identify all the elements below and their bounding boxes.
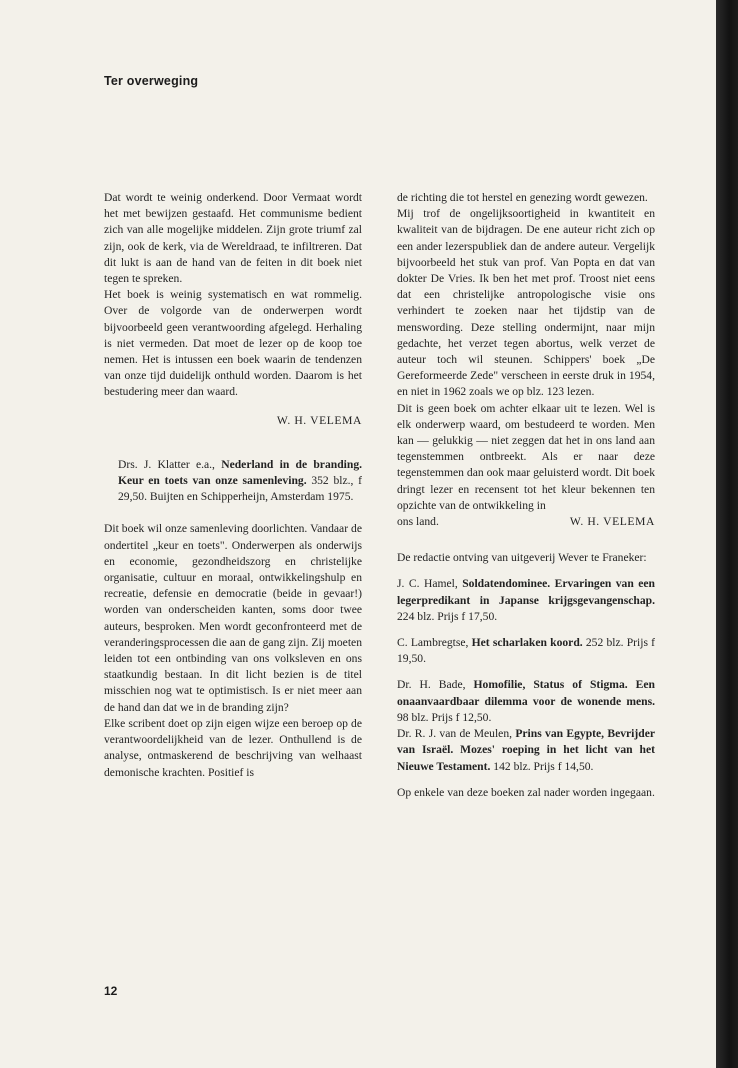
paragraph: Dat wordt te weinig onderkend. Door Vermaat wordt het met bewijzen gestaafd. Het communisme bedient zich van alle mogelijke middelen. Zijn grote triumf zal zijn, ook de kerk, via de Wereldraad, te infiltreren. Dat dit lukt is aan de hand van de feiten in dit boek niet tegen te spreken. [104,191,362,286]
paragraph: Het boek is weinig systematisch en wat rommelig. Over de volgorde van de onderwerpen wordt bijvoorbeeld geen verantwoording afgelegd. Herhaling is niet vermeden. Dat moet de lezer op de koop toe nemen. Het is intussen een boek waarin de tendenzen van onze tijd duidelijk onthuld worden. Daarom is het bestudering meer dan waard. [104,288,362,399]
section-header: Ter overweging [104,74,199,88]
book-details: 224 blz. Prijs f 17,50. [397,609,498,623]
book-binding-edge [716,0,738,1068]
book-title: Het scharlaken koord. [471,636,583,650]
paragraph: Mij trof de ongelijksoortigheid in kwantiteit en kwaliteit van de bijdragen. De ene auteur richt zich op een ander lezerspubliek dan de andere auteur. Vergelijk bijvoorbeeld het stuk van prof. Van Popta en dat van dokter De Vries. Ik ben het met prof. Troost niet eens dat een christelijke antropologische visie ons verhindert te zoeken naar het tijdstip van de menswording. Deze stelling ondermijnt, naar mijn gedachte, het verzet tegen abortus, welk verzet de auteur toch wil steunen. Schippers' boek „De Gereformeerde Zede" verscheen in eerste druk in 1954, en niet in 1962 zoals we op blz. 123 lezen. [397,207,655,399]
review-signature: W. H. VELEMA [276,413,362,427]
closing-note: Op enkele van deze boeken zal nader worden ingegaan. [397,785,655,799]
page-number: 12 [104,984,118,998]
paragraph: Dit is geen boek om achter elkaar uit te lezen. Wel is elk onderwerp waard, om bestudeerd te worden. Men kan — gelukkig — niet zeggen dat het in ons land aan tegenstemmen ontbreekt. Als er naar deze tegenstemmen dan ook maar geluisterd wordt. Dit boek dringt lezer en recensent tot het kleur bekennen ten opzichte van de ontwikkeling in [397,401,655,512]
paragraph: Dit boek wil onze samenleving doorlichten. Vandaar de ondertitel „keur en toets". Onderwerpen als onderwijs en economie, gezondheidszorg en christelijke organisatie, cultuur en moraal, ontwikkelingshulp en recreatie, defensie en democratie (beide in gevaar!) worden van onderscheiden kanten, soms door twee auteurs, besproken. Men wordt geconfronteerd met de veranderingsprocessen die aan de gang zijn. Zij moeten leiden tot een ontbinding van ons volksleven en ons staatkundig bestaan. In dit licht bezien is de titel misschien nog wat te optimistisch. Is er niet meer aan de hand dan dat we in de branding zijn? [104,522,362,714]
book-title: Prins van Egypte, Bevrijder van Israël. Mozes' roeping in het licht van het Nieuwe Testament. [397,727,655,773]
paragraph: Elke scribent doet op zijn eigen wijze een beroep op de verantwoordelijkheid van de lezer. Onthullend is de analyse, ontmaskerend de beschrijving van welhaast demonische krachten. Positief is [104,716,362,779]
paragraph: de richting die tot herstel en genezing wordt gewezen. [397,191,648,204]
left-column [104,190,362,781]
review-signature: W. H. VELEMA [569,515,655,529]
received-book [397,677,655,726]
book-title: Soldatendominee. Ervaringen van een legerpredikant in Japanse krijgsgevangenschap. [397,577,655,607]
review-signature-line [397,514,655,530]
received-intro: De redactie ontving van uitgeverij Wever te Franeker: [397,551,647,565]
received-book [397,635,655,667]
book-author: Dr. R. J. van de Meulen, [397,727,516,741]
book-title: Homofilie, Status of Stigma. Een onaanvaardbaar dilemma voor de wonende mens. [397,678,655,708]
book-author: J. C. Hamel, [397,577,463,591]
received-book [397,726,655,775]
paragraph-end: ons land. [397,515,439,529]
book-reference [118,457,362,506]
book-title: Nederland in de branding. Keur en toets van onze samenleving. [118,457,363,488]
book-author: C. Lambregtse, [397,636,472,650]
right-column [397,190,655,801]
book-details: 142 blz. Prijs f 14,50. [490,759,594,773]
book-authors: Drs. J. Klatter e.a., [118,457,222,471]
book-details: 352 blz., f 29,50. Buijten en Schipperheijn, Amsterdam 1975. [118,474,362,504]
book-details: 98 blz. Prijs f 12,50. [397,710,492,724]
book-details: 252 blz. Prijs f 19,50. [397,636,656,666]
book-author: Dr. H. Bade, [397,678,474,692]
received-book [397,576,655,625]
